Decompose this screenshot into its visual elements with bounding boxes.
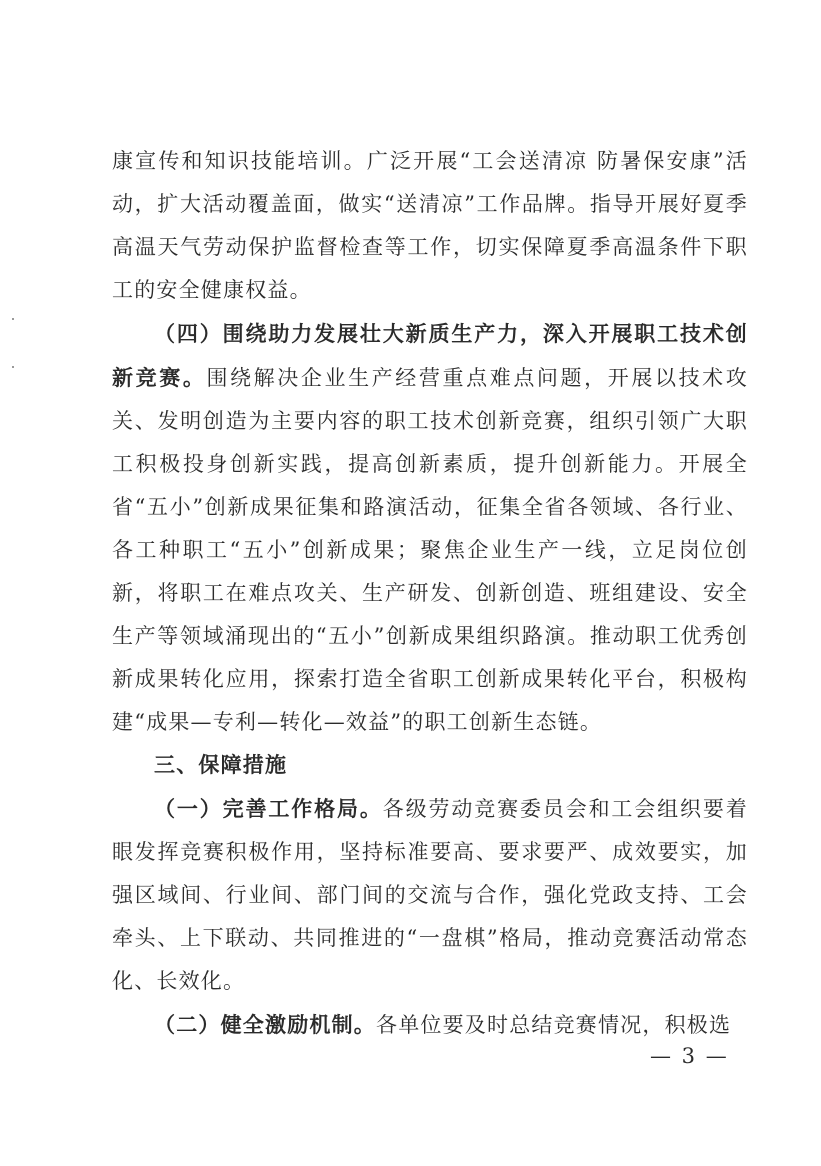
paragraph-lead: （四）围绕助力发展壮大新质生产力，深入开展职工技术创新竞赛。 [112, 321, 748, 390]
document-body [112, 140, 748, 1047]
paragraph-text: 各级劳动竞赛委员会和工会组织要着眼发挥竞赛积极作用，坚持标准要高、要求要严、成效要实，加强区域间、行业间、部门间的交流与合作，强化党政支持、工会牵头、上下联动、共同推进的“一盘棋”格局，推动竞赛活动常态化、长效化。 [112, 797, 748, 993]
paragraph-lead: （一）完善工作格局。 [154, 796, 383, 821]
scan-mark [12, 318, 14, 320]
paragraph-text: 围绕解决企业生产经营重点难点问题，开展以技术攻关、发明创造为主要内容的职工技术创新竞赛，组织引领广大职工积极投身创新实践，提高创新素质，提升创新能力。开展全省“五小”创新成果征集和路演活动，征集全省各领域、各行业、各工种职工“五小”创新成果；聚焦企业生产一线，立足岗位创新，将职工在难点攻关、生产研发、创新创造、班组建设、安全生产等领域涌现出的“五小”创新成果组织路演。推动职工优秀创新成果转化应用，探索打造全省职工创新成果转化平台，积极构建“成果—专利—转化—效益”的职工创新生态链。 [112, 366, 748, 734]
section-heading: 三、保障措施 [154, 753, 288, 777]
page-number: — 3 — [650, 1044, 729, 1068]
paragraph-text: 康宣传和知识技能培训。广泛开展“工会送清凉 防暑保安康”活动，扩大活动覆盖面，做实“送清凉”工作品牌。指导开展好夏季高温天气劳动保护监督检查等工作，切实保障夏季高温条件下职工的安全健康权益。 [112, 149, 748, 302]
paragraph-lead: （二）健全激励机制。 [154, 1012, 376, 1037]
paragraph-section-4 [112, 312, 748, 744]
paragraph-measure-2 [112, 1003, 748, 1047]
scan-mark [12, 366, 14, 368]
paragraph-continuation [112, 140, 748, 312]
paragraph-measure-1 [112, 787, 748, 1003]
paragraph-text: 各单位要及时总结竞赛情况，积极选 [376, 1013, 732, 1037]
